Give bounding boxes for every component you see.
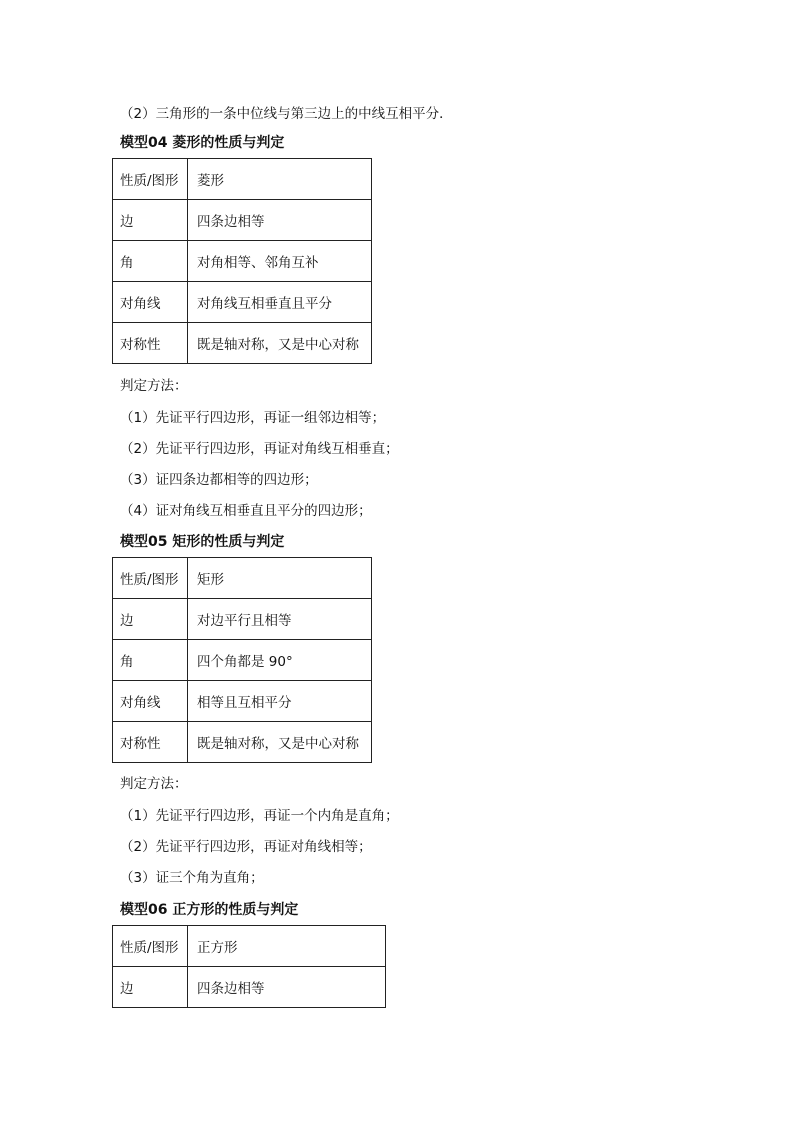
section-heading-square: 模型06 正方形的性质与判定 (120, 902, 299, 918)
rhombus-properties-table (112, 158, 372, 364)
table-row (113, 640, 372, 681)
table-cell: 正方形 (188, 926, 386, 967)
table-cell: 相等且互相平分 (188, 681, 372, 722)
table-row (113, 599, 372, 640)
table-cell: 四条边相等 (188, 967, 386, 1008)
table-cell: 菱形 (188, 159, 372, 200)
table-cell: 性质/图形 (113, 558, 188, 599)
intro-line: （2）三角形的一条中位线与第三边上的中线互相平分． (120, 106, 453, 122)
method-title: 判定方法： (120, 776, 188, 792)
method-item: （1）先证平行四边形，再证一个内角是直角； (120, 808, 399, 824)
rectangle-properties-table (112, 557, 372, 763)
table-cell: 对称性 (113, 323, 188, 364)
table-row (113, 681, 372, 722)
method-item: （2）先证平行四边形，再证对角线互相垂直； (120, 441, 399, 457)
table-cell: 对角线 (113, 681, 188, 722)
table-cell: 性质/图形 (113, 159, 188, 200)
table-cell: 对角线互相垂直且平分 (188, 282, 372, 323)
table-cell: 矩形 (188, 558, 372, 599)
method-item: （3）证三个角为直角； (120, 870, 264, 886)
table-cell: 性质/图形 (113, 926, 188, 967)
table-cell: 对角线 (113, 282, 188, 323)
section-heading-rhombus: 模型04 菱形的性质与判定 (120, 135, 285, 151)
table-cell: 角 (113, 640, 188, 681)
method-item: （4）证对角线互相垂直且平分的四边形； (120, 503, 372, 519)
square-properties-table (112, 925, 386, 1008)
table-row (113, 282, 372, 323)
method-item: （2）先证平行四边形，再证对角线相等； (120, 839, 372, 855)
table-row (113, 558, 372, 599)
table-row (113, 159, 372, 200)
table-cell: 对称性 (113, 722, 188, 763)
table-row (113, 722, 372, 763)
method-title: 判定方法： (120, 378, 188, 394)
table-cell: 既是轴对称，又是中心对称 (188, 722, 372, 763)
table-cell: 边 (113, 200, 188, 241)
table-cell: 对边平行且相等 (188, 599, 372, 640)
table-cell: 四个角都是 90° (188, 640, 372, 681)
table-cell: 对角相等、邻角互补 (188, 241, 372, 282)
table-row (113, 241, 372, 282)
table-cell: 既是轴对称，又是中心对称 (188, 323, 372, 364)
table-cell: 四条边相等 (188, 200, 372, 241)
method-item: （3）证四条边都相等的四边形； (120, 472, 318, 488)
table-cell: 边 (113, 967, 188, 1008)
method-item: （1）先证平行四边形，再证一组邻边相等； (120, 410, 386, 426)
table-row (113, 926, 386, 967)
section-heading-rectangle: 模型05 矩形的性质与判定 (120, 534, 285, 550)
table-row (113, 323, 372, 364)
table-cell: 角 (113, 241, 188, 282)
table-row (113, 200, 372, 241)
table-row (113, 967, 386, 1008)
table-cell: 边 (113, 599, 188, 640)
